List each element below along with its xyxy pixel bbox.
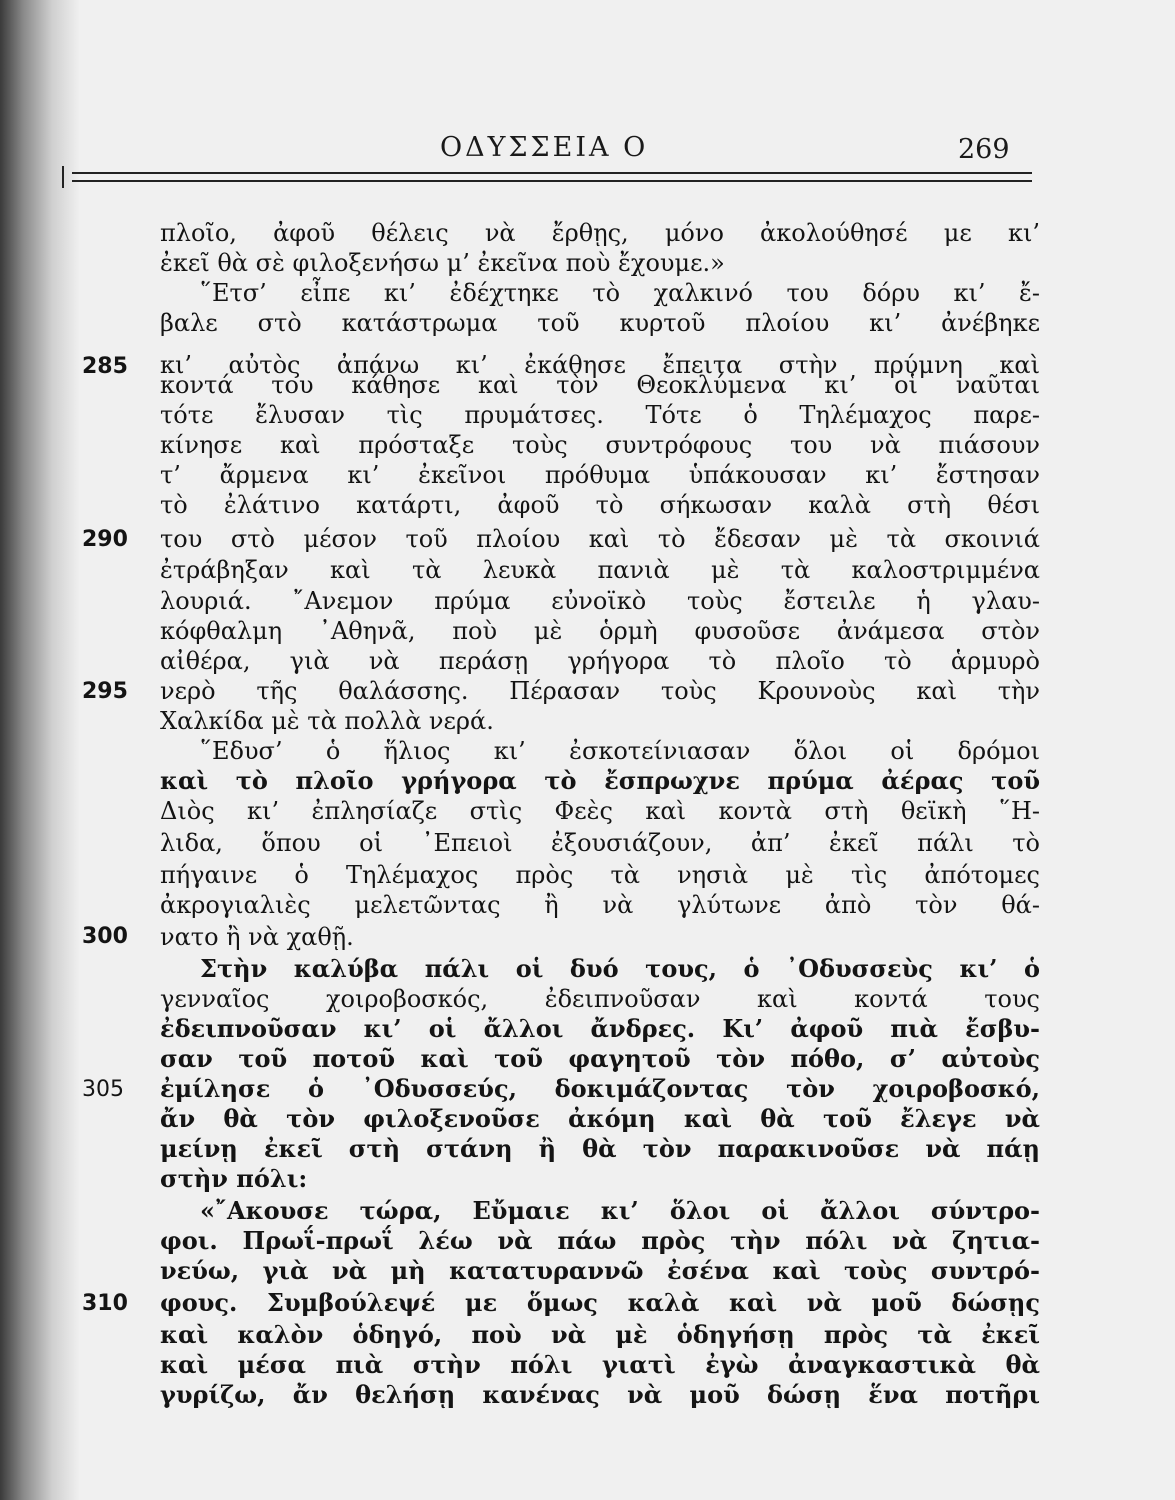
text-line: ῞Εδυσ’ ὁ ἥλιος κι’ ἐσκοτείνιασαν ὅλοι οἱ δρόμοι [200, 737, 1040, 765]
text-line: «῎Ακουσε τώρα, Εὔμαιε κι’ ὅλοι οἱ ἄλλοι σύντρο- [200, 1196, 1040, 1225]
text-line: βαλε στὸ κατάστρωμα τοῦ κυρτοῦ πλοίου κι’ ἀνέβηκε [160, 309, 1040, 337]
verse-number-310: 310 [82, 1291, 128, 1316]
text-line: κοντά του κάθησε καὶ τὸν Θεοκλύμενα κι’ οἱ ναῦται [160, 371, 1040, 399]
text-line: Διὸς κι’ ἐπλησίαζε στὶς Φεὲς καὶ κοντὰ στὴ θεϊκὴ ῞Η- [160, 797, 1040, 825]
text-line: τ’ ἄρμενα κι’ ἐκεῖνοι πρόθυμα ὑπάκουσαν κι’ ἔστησαν [160, 461, 1040, 489]
text-line: καὶ καλὸν ὁδηγό, ποὺ νὰ μὲ ὁδηγήσῃ πρὸς τὰ ἐκεῖ [160, 1320, 1040, 1349]
text-line: ἄν θὰ τὸν φιλοξενοῦσε ἀκόμη καὶ θὰ τοῦ ἔλεγε νὰ [160, 1104, 1040, 1133]
header-rule-tick [62, 166, 64, 188]
text-line: λιδα, ὅπου οἱ ᾿Επειοὶ ἐξουσιάζουν, ἀπ’ ἐκεῖ πάλι τὸ [160, 829, 1040, 857]
header-double-rule [72, 172, 1032, 182]
text-line: νεύω, γιὰ νὰ μὴ κατατυραννῶ ἐσένα καὶ τοὺς συντρό- [160, 1256, 1040, 1285]
text-line: ἐκεῖ θὰ σὲ φιλοξενήσω μ’ ἐκεῖνα ποὺ ἔχουμε.» [160, 249, 725, 277]
running-header-title: ΟΔΥΣΣΕΙΑ Ο [440, 132, 649, 163]
text-line: φοι. Πρωΐ-πρωΐ λέω νὰ πάω πρὸς τὴν πόλι νὰ ζητια- [160, 1226, 1040, 1255]
verse-number-295: 295 [82, 679, 128, 704]
text-line: πήγαινε ὁ Τηλέμαχος πρὸς τὰ νησιὰ μὲ τὶς ἀπότομες [160, 861, 1040, 889]
text-line: ἀκρογιαλιὲς μελετῶντας ἢ νὰ γλύτωνε ἀπὸ τὸν θά- [160, 891, 1040, 919]
text-line: ἐτράβηξαν καὶ τὰ λευκὰ πανιὰ μὲ τὰ καλοστριμμένα [160, 556, 1040, 584]
text-line: καὶ μέσα πιὰ στὴν πόλι γιατὶ ἐγὼ ἀναγκαστικὰ θὰ [160, 1350, 1040, 1379]
text-line: ἐδειπνοῦσαν κι’ οἱ ἄλλοι ἄνδρες. Κι’ ἀφοῦ πιὰ ἔσβυ- [160, 1014, 1040, 1043]
text-line: κι’ αὐτὸς ἀπάνω κι’ ἐκάθησε ἔπειτα στὴν πρύμνη καὶ [160, 351, 1040, 379]
text-line: του στὸ μέσον τοῦ πλοίου καὶ τὸ ἔδεσαν μὲ τὰ σκοινιά [160, 525, 1040, 553]
text-line: τὸ ἐλάτινο κατάρτι, ἀφοῦ τὸ σήκωσαν καλὰ στὴ θέσι [160, 491, 1040, 519]
text-line: κόφθαλμη ᾿Αθηνᾶ, ποὺ μὲ ὁρμὴ φυσοῦσε ἀνάμεσα στὸν [160, 617, 1040, 645]
text-line: τότε ἔλυσαν τὶς πρυμάτσες. Τότε ὁ Τηλέμαχος παρε- [160, 401, 1040, 429]
text-line: νατο ἢ νὰ χαθῇ. [160, 923, 354, 951]
text-line: κίνησε καὶ πρόσταξε τοὺς συντρόφους του νὰ πιάσουν [160, 431, 1040, 459]
text-line: σαν τοῦ ποτοῦ καὶ τοῦ φαγητοῦ τὸν πόθο, σ’ αὐτοὺς [160, 1044, 1040, 1073]
text-line: καὶ τὸ πλοῖο γρήγορα τὸ ἔσπρωχνε πρύμα ἀέρας τοῦ [160, 766, 1040, 795]
binding-gradient [52, 0, 80, 1500]
text-line: αἰθέρα, γιὰ νὰ περάσῃ γρήγορα τὸ πλοῖο τὸ ἁρμυρὸ [160, 647, 1040, 675]
text-line: νερὸ τῆς θαλάσσης. Πέρασαν τοὺς Κρουνοὺς καὶ τὴν [160, 677, 1040, 705]
text-line: γυρίζω, ἄν θελήσῃ κανένας νὰ μοῦ δώσῃ ἕνα ποτῆρι [160, 1380, 1040, 1409]
text-line: Χαλκίδα μὲ τὰ πολλὰ νερά. [160, 707, 494, 735]
text-line: ἐμίλησε ὁ ᾿Οδυσσεύς, δοκιμάζοντας τὸν χοιροβοσκό, [160, 1074, 1040, 1103]
verse-number-290: 290 [82, 527, 128, 552]
verse-number-285: 285 [82, 354, 128, 379]
page-number: 269 [958, 134, 1010, 165]
text-line: γενναῖος χοιροβοσκός, ἐδειπνοῦσαν καὶ κοντά τους [160, 985, 1040, 1013]
text-line: πλοῖο, ἀφοῦ θέλεις νὰ ἔρθῃς, μόνο ἀκολούθησέ με κι’ [160, 219, 1040, 247]
binding-shadow [0, 0, 52, 1500]
verse-number-300: 300 [82, 924, 128, 949]
text-line: λουριά. ῎Ανεμον πρύμα εὐνοϊκὸ τοὺς ἔστειλε ἡ γλαυ- [160, 587, 1040, 615]
text-line: ῞Ετσ’ εἶπε κι’ ἐδέχτηκε τὸ χαλκινό του δόρυ κι’ ἔ- [200, 279, 1040, 307]
text-line: φους. Συμβούλεψέ με ὅμως καλὰ καὶ νὰ μοῦ δώσῃς [160, 1288, 1040, 1317]
text-line: στὴν πόλι: [160, 1164, 308, 1193]
text-line: Στὴν καλύβα πάλι οἱ δυό τους, ὁ ᾿Οδυσσεὺς κι’ ὁ [200, 954, 1040, 983]
verse-number-305: 305 [82, 1077, 124, 1102]
text-line: μείνῃ ἐκεῖ στὴ στάνη ἢ θὰ τὸν παρακινοῦσε νὰ πάῃ [160, 1134, 1040, 1163]
